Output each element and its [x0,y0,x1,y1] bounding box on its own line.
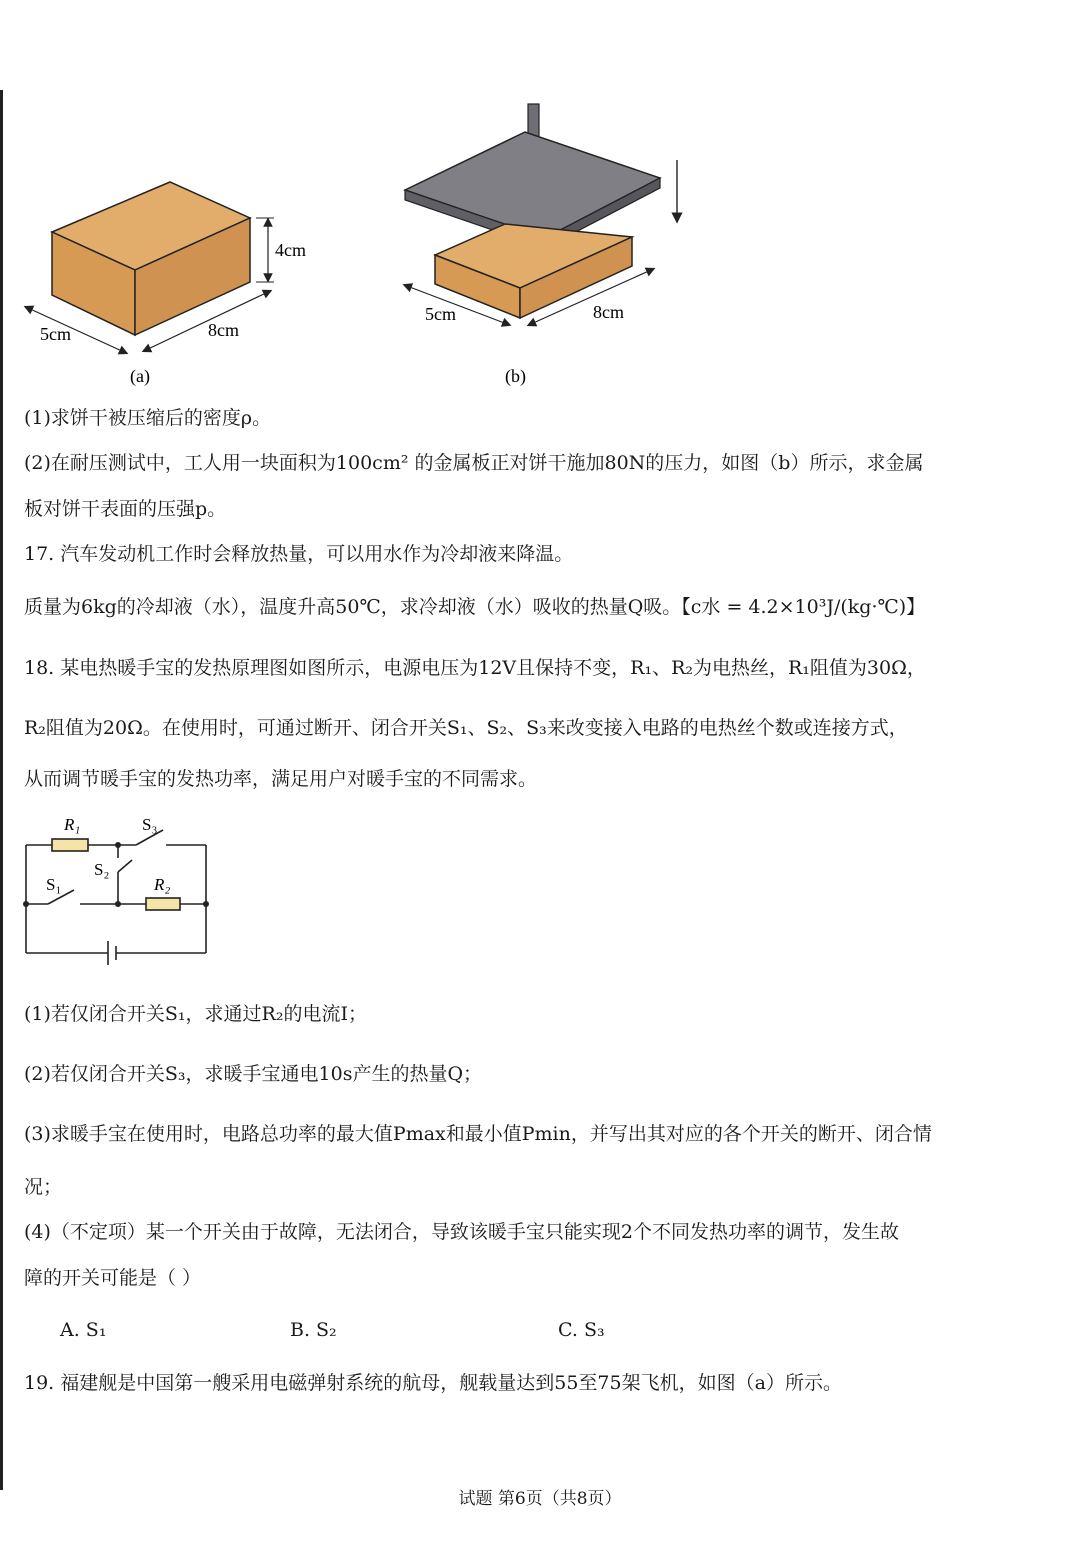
option-b: B. S₂ [290,1319,337,1341]
option-c: C. S₃ [558,1319,605,1341]
q16-part2-line1: (2)在耐压测试中，工人用一块面积为100cm² 的金属板正对饼干施加80N的压力，如图（b）所示，求金属 [24,452,924,474]
dim-b-length: 8cm [593,302,624,322]
page-footer: 试题 第6页（共8页） [458,1489,622,1509]
label-r1: R₁ [64,815,81,834]
q18-line1: 18. 某电热暖手宝的发热原理图如图所示，电源电压为12V且保持不变，R₁、R₂为电热丝，R₁阻值为30Ω， [24,657,926,679]
q18-line2: R₂阻值为20Ω。在使用时，可通过断开、闭合开关S₁、S₂、S₃来改变接入电路的电热丝个数或连接方式， [24,717,908,739]
q19-line1: 19. 福建舰是中国第一艘采用电磁弹射系统的航母，舰载量达到55至75架飞机，如图（a）所示。 [24,1372,842,1394]
q18-part3-line1: (3)求暖手宝在使用时，电路总功率的最大值Pmax和最小值Pmin，并写出其对应的各个开关的断开、闭合情 [24,1123,932,1145]
figure-b-label: (b) [505,366,526,386]
q17-line1: 17. 汽车发动机工作时会释放热量，可以用水作为冷却液来降温。 [24,543,574,565]
option-a: A. S₁ [60,1319,107,1341]
resistor-r2 [146,898,180,910]
circuit-diagram [18,810,218,975]
q16-part1: (1)求饼干被压缩后的密度ρ。 [24,407,272,429]
page-left-border [0,90,3,1490]
figure-a-label: (a) [130,366,150,386]
figure-a-brick [20,170,320,395]
q18-part4-line1: (4)（不定项）某一个开关由于故障，无法闭合，导致该暖手宝只能实现2个不同发热功率的调节，发生故 [24,1221,900,1243]
q18-part3-line2: 况； [24,1176,63,1198]
q18-part4-line2: 障的开关可能是（ ） [24,1267,202,1289]
press-plate-top [405,132,660,238]
q18-line3: 从而调节暖手宝的发热功率，满足用户对暖手宝的不同需求。 [24,768,538,790]
resistor-r1 [52,839,88,851]
dim-b-width: 5cm [425,304,456,324]
dim-a-height: 4cm [275,240,306,260]
q17-line2: 质量为6kg的冷却液（水），温度升高50℃，求冷却液（水）吸收的热量Q吸。【c水 = 4.2×10³J/(kg·℃)】 [24,596,926,618]
dim-a-width: 5cm [40,324,71,344]
q18-part2: (2)若仅闭合开关S₃，求暖手宝通电10s产生的热量Q； [24,1063,483,1085]
label-s2: S₂ [94,860,110,879]
label-s3: S₃ [142,815,158,834]
dim-a-length: 8cm [208,320,239,340]
q18-part1: (1)若仅闭合开关S₁，求通过R₂的电流I； [24,1003,367,1025]
label-r2: R₂ [154,875,171,894]
figure-b-press [395,100,695,395]
label-s1: S₁ [46,875,62,894]
q16-part2-line2: 板对饼干表面的压强p。 [24,498,227,520]
